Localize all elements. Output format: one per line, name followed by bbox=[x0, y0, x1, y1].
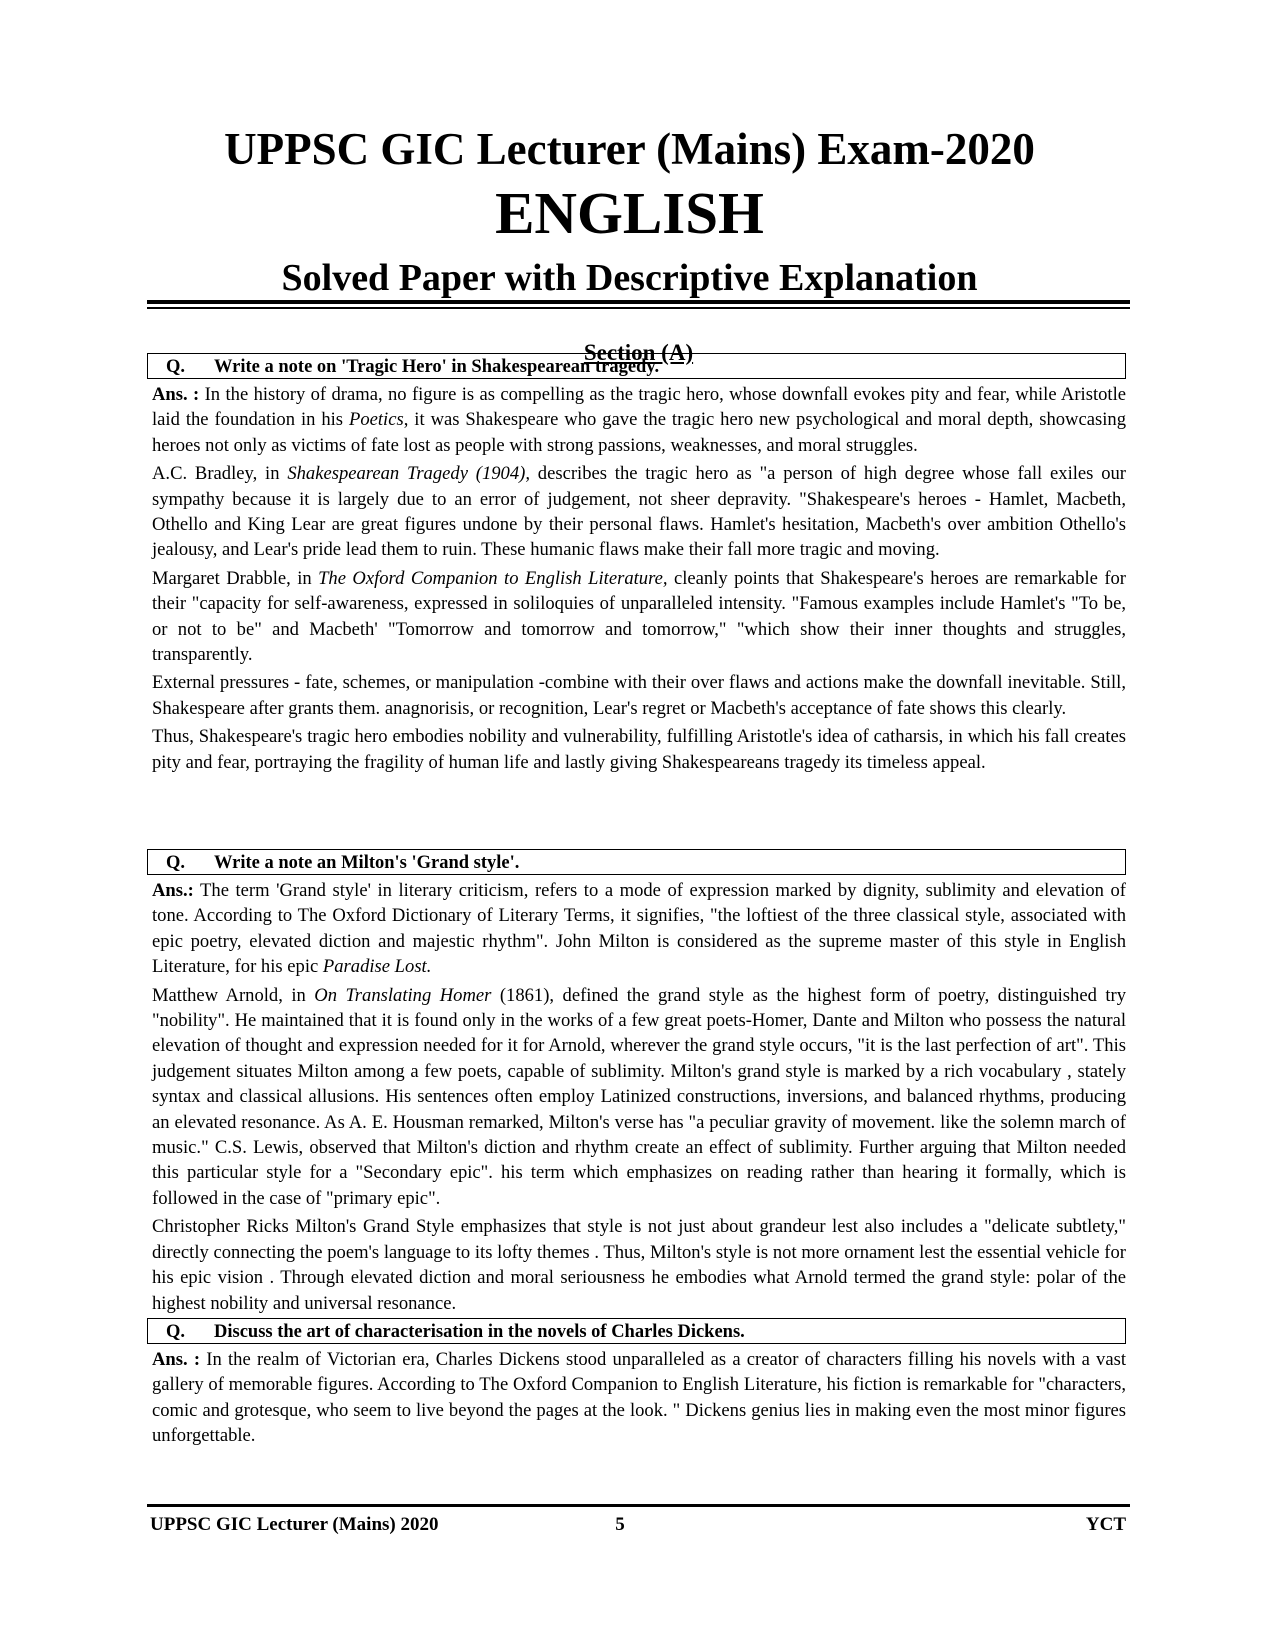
italic-title: Paradise Lost. bbox=[322, 956, 432, 978]
text-run: Margaret Drabble, in bbox=[152, 567, 319, 589]
question-box-1 bbox=[147, 353, 1126, 379]
italic-title: On Translating Homer bbox=[314, 984, 492, 1006]
answer-2 bbox=[152, 878, 1126, 1319]
exam-title: UPPSC GIC Lecturer (Mains) Exam-2020 bbox=[224, 124, 1035, 174]
answer-paragraph: External pressures - fate, schemes, or manipulation -combine with their over flaws and actions make the downfall inevitable. Still, Shakespeare after grants them. anagnorisis, or recognition, Lear's regret or Macbeth's acceptance of fate shows this clearly. bbox=[152, 672, 1126, 719]
italic-title: The Oxford Companion to English Literature, bbox=[318, 567, 668, 589]
text-run: In the realm of Victorian era, Charles Dickens stood unparalleled as a creator of characters filling his novels with a vast gallery of memorable figures. According to The Oxford Companion to English Literature, his fiction is remarkable for "characters, comic and grotesque, who seem to live beyond the pages at the look. " Dickens genius lies in making even the most minor figures unforgettable. bbox=[152, 1349, 1126, 1447]
question-marker: Q. bbox=[166, 1322, 186, 1342]
answer-label: Ans.: bbox=[152, 880, 194, 901]
header-rule-thick bbox=[147, 300, 1130, 304]
question-text: Write a note an Milton's 'Grand style'. bbox=[214, 853, 520, 873]
question-marker: Q. bbox=[166, 853, 186, 873]
footer-rule bbox=[147, 1504, 1130, 1507]
answer-paragraph bbox=[152, 461, 1126, 563]
answer-paragraph bbox=[152, 878, 1126, 980]
subject-title: ENGLISH bbox=[495, 180, 764, 246]
page-number: 5 bbox=[615, 1514, 625, 1535]
text-run: In the history of drama, no figure is as compelling as the tragic hero, whose downfall evokes pity and fear, while Aristotle laid the foundation in his bbox=[152, 384, 1126, 431]
footer-exam-name: UPPSC GIC Lecturer (Mains) 2020 bbox=[150, 1514, 439, 1535]
text-run: , it was Shakespeare who gave the tragic hero new psychological and moral depth, showcasing heroes not only as victims of fate lost as people with strong passions, weaknesses, and moral struggles. bbox=[152, 409, 1126, 456]
text-run: cleanly points that Shakespeare's heroes are remarkable for their "capacity for self-awareness, expressed in soliloquies of unparalleled intensity. "Famous examples include Hamlet's "To be, or not to be" and Macbeth' "Tomorrow and tomorrow and tomorrow," "which show their inner thoughts and struggles, transparently. bbox=[152, 567, 1127, 666]
text-run: Matthew Arnold, in bbox=[152, 984, 315, 1006]
title-block bbox=[0, 120, 1275, 306]
paper-subtitle: Solved Paper with Descriptive Explanation bbox=[281, 257, 978, 299]
answer-paragraph: Christopher Ricks Milton's Grand Style emphasizes that style is not just about grandeur lest also includes a "delicate subtlety," directly connecting the poem's language to its lofty themes . Thus, Milton's style is not more ornament lest the essential vehicle for his epic vision . Through elevated diction and moral seriousness he embodies what Arnold termed the grand style: polar of the highest nobility and universal resonance. bbox=[152, 1216, 1126, 1314]
answer-3 bbox=[152, 1347, 1126, 1452]
header-rule-thin bbox=[147, 307, 1130, 309]
answer-paragraph bbox=[152, 983, 1126, 1212]
answer-label: Ans. : bbox=[152, 1349, 201, 1370]
footer-publisher: YCT bbox=[1085, 1514, 1126, 1535]
italic-title: Shakespearean Tragedy (1904), bbox=[287, 463, 530, 485]
answer-label: Ans. : bbox=[152, 384, 200, 405]
question-box-2 bbox=[147, 849, 1126, 875]
answer-paragraph bbox=[152, 382, 1126, 458]
text-run: A.C. Bradley, in bbox=[152, 463, 288, 485]
question-box-3 bbox=[147, 1318, 1126, 1344]
text-run: describes the tragic hero as "a person of high degree whose fall exiles our sympathy because it is largely due to an error of judgement, not sheer depravity. "Shakespeare's heroes - Hamlet, Macbeth, Othello and King Lear are great figures undone by their personal flaws. Hamlet's hesitation, Macbeth's over ambition Othello's jealousy, and Lear's pride lead them to ruin. These humanic flaws make their fall more tragic and moving. bbox=[152, 463, 1126, 561]
answer-paragraph: Thus, Shakespeare's tragic hero embodies nobility and vulnerability, fulfilling Aristotle's idea of catharsis, in which his fall creates pity and fear, portraying the fragility of human life and lastly giving Shakespeareans tragedy its timeless appeal. bbox=[152, 726, 1126, 773]
question-marker: Q. bbox=[166, 357, 186, 377]
text-run: (1861), defined the grand style as the highest form of poetry, distinguished try "nobility". He maintained that it is found only in the works of a few great poets-Homer, Dante and Milton who possess the natural elevation of thought and expression needed for it for Arnold, wherever the grand style occurs, "it is the last perfection of art". This judgement situates Milton among a few poets, capable of sublimity. Milton's grand style is marked by a rich vocabulary , stately syntax and classical allusions. His sentences often employ Latinized constructions, inversions, and balanced rhythms, producing an elevated resonance. As A. E. Housman remarked, Milton's verse has "a peculiar gravity of movement. like the solemn march of music." C.S. Lewis, observed that Milton's diction and rhythm create an effect of sublimity. Further arguing that Milton needed this particular style for a "Secondary epic". his term which emphasizes on reading rather than hearing it formally, which is followed in the case of "primary epic". bbox=[152, 984, 1126, 1209]
italic-title: Poetics bbox=[348, 409, 404, 431]
text-run: The term 'Grand style' in literary criticism, refers to a mode of expression marked by dignity, sublimity and elevation of tone. According to The Oxford Dictionary of Literary Terms, it signifies, "the loftiest of the three classical style, associated with epic poetry, elevated diction and majestic rhythm". John Milton is considered as the supreme master of this style in English Literature, for his epic bbox=[152, 880, 1126, 978]
question-text: Discuss the art of characterisation in the novels of Charles Dickens. bbox=[214, 1322, 745, 1342]
section-heading: Section (A) bbox=[583, 340, 694, 365]
question-text: Write a note on 'Tragic Hero' in Shakespearean tragedy. bbox=[214, 357, 660, 377]
answer-1 bbox=[152, 382, 1126, 778]
answer-paragraph bbox=[152, 566, 1126, 668]
answer-paragraph bbox=[152, 1347, 1126, 1449]
